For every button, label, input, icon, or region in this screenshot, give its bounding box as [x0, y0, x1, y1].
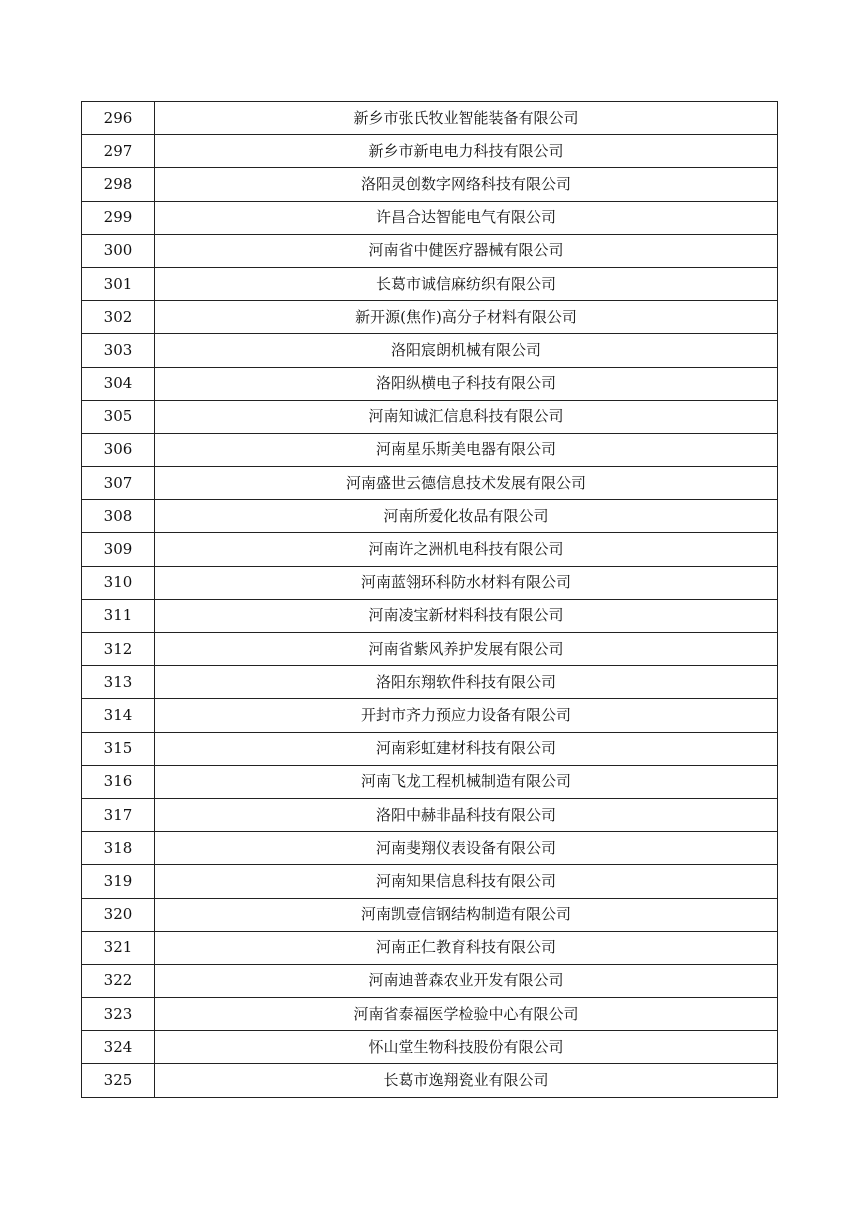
company-name: 河南知诚汇信息科技有限公司 [155, 400, 778, 433]
row-number: 323 [82, 998, 155, 1031]
row-number: 311 [82, 599, 155, 632]
row-number: 307 [82, 467, 155, 500]
table-row [82, 964, 778, 997]
row-number: 312 [82, 633, 155, 666]
company-name: 河南斐翔仪表设备有限公司 [155, 832, 778, 865]
company-name: 洛阳灵创数字网络科技有限公司 [155, 168, 778, 201]
company-name: 怀山堂生物科技股份有限公司 [155, 1031, 778, 1064]
table-row [82, 599, 778, 632]
company-name: 新乡市张氏牧业智能装备有限公司 [155, 102, 778, 135]
company-name: 洛阳中赫非晶科技有限公司 [155, 798, 778, 831]
row-number: 297 [82, 135, 155, 168]
table-row [82, 765, 778, 798]
table-row [82, 533, 778, 566]
table-row [82, 500, 778, 533]
table-row [82, 732, 778, 765]
company-name: 开封市齐力预应力设备有限公司 [155, 699, 778, 732]
company-name: 河南盛世云德信息技术发展有限公司 [155, 467, 778, 500]
table-body [82, 102, 778, 1098]
row-number: 315 [82, 732, 155, 765]
company-name: 河南星乐斯美电器有限公司 [155, 433, 778, 466]
table-row [82, 998, 778, 1031]
row-number: 308 [82, 500, 155, 533]
table-row [82, 234, 778, 267]
company-name: 许昌合达智能电气有限公司 [155, 201, 778, 234]
row-number: 319 [82, 865, 155, 898]
table-row [82, 433, 778, 466]
table-row [82, 898, 778, 931]
company-name: 河南所爱化妆品有限公司 [155, 500, 778, 533]
row-number: 321 [82, 931, 155, 964]
row-number: 314 [82, 699, 155, 732]
table-row [82, 566, 778, 599]
company-name: 河南迪普森农业开发有限公司 [155, 964, 778, 997]
table-row [82, 1064, 778, 1097]
row-number: 313 [82, 666, 155, 699]
row-number: 309 [82, 533, 155, 566]
row-number: 322 [82, 964, 155, 997]
row-number: 317 [82, 798, 155, 831]
table-row [82, 102, 778, 135]
table-row [82, 931, 778, 964]
company-name: 新开源(焦作)高分子材料有限公司 [155, 301, 778, 334]
company-name: 长葛市诚信麻纺织有限公司 [155, 267, 778, 300]
row-number: 300 [82, 234, 155, 267]
table-row [82, 301, 778, 334]
table-row [82, 334, 778, 367]
table-row [82, 168, 778, 201]
row-number: 303 [82, 334, 155, 367]
company-name: 河南省中健医疗器械有限公司 [155, 234, 778, 267]
table-row [82, 699, 778, 732]
row-number: 310 [82, 566, 155, 599]
company-name: 河南凯壹信钢结构制造有限公司 [155, 898, 778, 931]
company-name: 新乡市新电电力科技有限公司 [155, 135, 778, 168]
row-number: 318 [82, 832, 155, 865]
row-number: 301 [82, 267, 155, 300]
row-number: 302 [82, 301, 155, 334]
company-name: 河南彩虹建材科技有限公司 [155, 732, 778, 765]
company-name: 河南凌宝新材料科技有限公司 [155, 599, 778, 632]
company-name: 洛阳纵横电子科技有限公司 [155, 367, 778, 400]
table-row [82, 367, 778, 400]
company-name: 河南飞龙工程机械制造有限公司 [155, 765, 778, 798]
company-name: 洛阳东翔软件科技有限公司 [155, 666, 778, 699]
table-row [82, 467, 778, 500]
row-number: 304 [82, 367, 155, 400]
row-number: 320 [82, 898, 155, 931]
table-row [82, 832, 778, 865]
table-row [82, 633, 778, 666]
row-number: 305 [82, 400, 155, 433]
row-number: 316 [82, 765, 155, 798]
company-name: 河南正仁教育科技有限公司 [155, 931, 778, 964]
table-row [82, 865, 778, 898]
row-number: 296 [82, 102, 155, 135]
company-name: 河南省泰福医学检验中心有限公司 [155, 998, 778, 1031]
row-number: 298 [82, 168, 155, 201]
row-number: 299 [82, 201, 155, 234]
table-row [82, 666, 778, 699]
table-row [82, 798, 778, 831]
table-row [82, 400, 778, 433]
table-row [82, 1031, 778, 1064]
company-name: 河南省紫风养护发展有限公司 [155, 633, 778, 666]
company-name: 河南蓝翎环科防水材料有限公司 [155, 566, 778, 599]
row-number: 325 [82, 1064, 155, 1097]
row-number: 306 [82, 433, 155, 466]
company-name: 洛阳宸朗机械有限公司 [155, 334, 778, 367]
table-row [82, 267, 778, 300]
company-name: 河南许之洲机电科技有限公司 [155, 533, 778, 566]
company-name: 长葛市逸翔瓷业有限公司 [155, 1064, 778, 1097]
row-number: 324 [82, 1031, 155, 1064]
table-row [82, 201, 778, 234]
table-row [82, 135, 778, 168]
company-list-table [81, 101, 778, 1098]
company-name: 河南知果信息科技有限公司 [155, 865, 778, 898]
